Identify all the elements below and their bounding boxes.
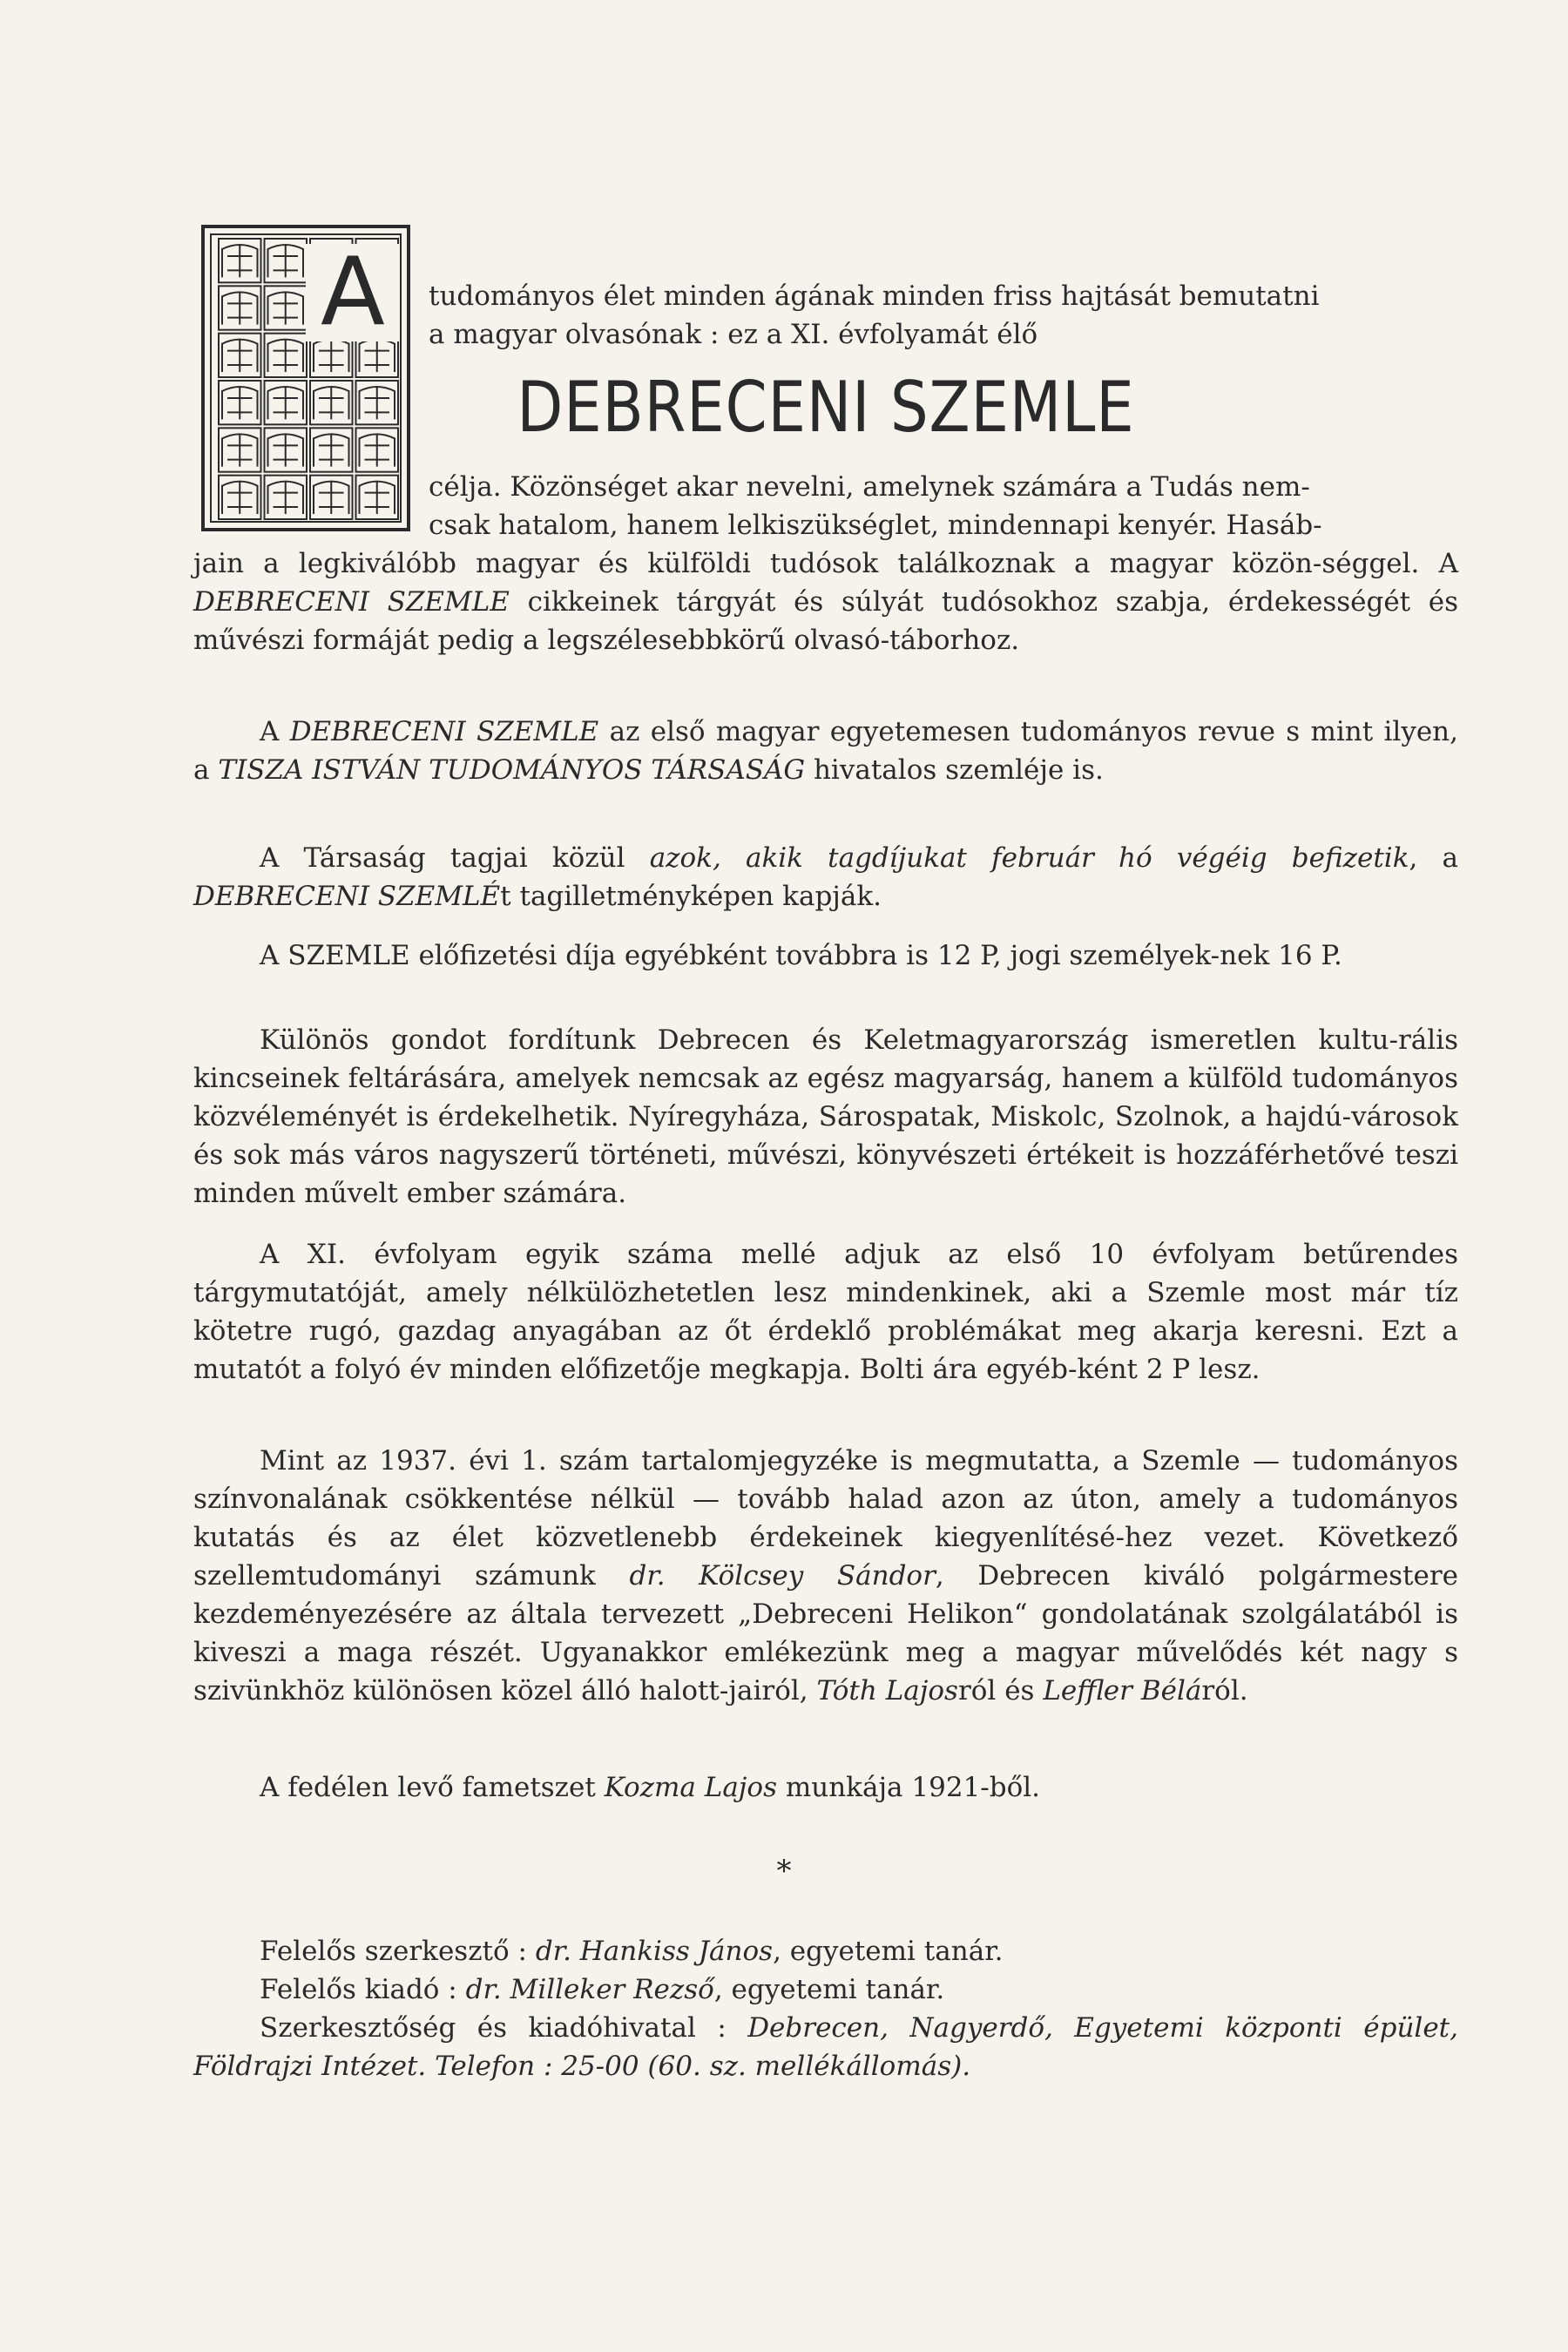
p7-emphasis-3: Leffler Bélá — [1043, 1675, 1202, 1707]
publisher-line — [193, 1970, 1458, 2009]
p1-text-a: jain a legkiválóbb magyar és külföldi tudósok találkoznak a magyar közön-séggel. A — [193, 548, 1458, 579]
p3-emphasis-2: DEBRECENI SZEMLÉ — [193, 881, 501, 912]
colophon — [193, 1932, 1458, 2085]
p7-text-a: Mint az 1937. évi 1. szám tartalomjegyzéke is megmutatta, a Szemle — tudományos színvonalának csökkentése nélkül — tovább halad azon az úton, amely a tudományos kutatás és az élet közvetlenebb érdekeinek kiegyenlítésé-hez vezet. Következő szellemtudományi számunk — [193, 1445, 1458, 1592]
publisher-name: dr. Milleker Rezső — [465, 1974, 714, 2005]
p7-text-d: ról. — [1201, 1675, 1248, 1707]
p7-text-b: , Debrecen kiváló polgármestere kezdeményezésére az általa tervezett „Debreceni Helikon“ gondolatának szolgálatából is kiveszi a maga részét. Ugyanakkor emlékezünk meg a magyar művelődés két nagy s szivünkhöz különösen közel álló halott-jairól, — [193, 1560, 1458, 1707]
p3-emphasis-1: azok, akik tagdíjukat február hó végéig befizetik — [649, 842, 1409, 874]
p2-text-c: hivatalos szemléje is. — [805, 754, 1104, 786]
p3-text-c: t tagilletményképen kapják. — [500, 881, 882, 912]
paragraph-6: A XI. évfolyam egyik száma mellé adjuk az első 10 évfolyam betűrendes tárgymutatóját, amely nélkülözhetetlen lesz mindenkinek, aki a Szemle most már tíz kötetre rugó, gazdag anyagában az őt érdeklő problémákat meg akarja keresni. Ezt a mutatót a folyó év minden előfizetője megkapja. Bolti ára egyéb-ként 2 P lesz. — [193, 1239, 1458, 1385]
paragraph-5: Különös gondot fordítunk Debrecen és Keletmagyarország ismeretlen kultu-rális kincseinek feltárására, amelyek nemcsak az egész magyarság, hanem a külföld tudományos közvéleményét is érdekelhetik. Nyíregyháza, Sárospatak, Miskolc, Szolnok, a hajdú-városok és sok más város nagyszerű történeti, művészi, könyvészeti értékeit is hozzáférhetővé teszi minden művelt ember számára. — [193, 1024, 1458, 1209]
paragraph-8 — [193, 1768, 1458, 1807]
p2-emphasis-1: DEBRECENI SZEMLE — [289, 716, 599, 747]
paragraph-7 — [193, 1442, 1458, 1710]
p1-emphasis: DEBRECENI SZEMLE — [193, 586, 510, 618]
publisher-label: Felelős kiadó : — [260, 1974, 466, 2005]
p3-text-a: A Társaság tagjai közül — [260, 842, 650, 874]
p2-text-a: A — [260, 716, 290, 747]
p1-line-1: célja. Közönséget akar nevelni, amelynek számára a Tudás nem- — [429, 471, 1310, 503]
journal-title: DEBRECENI SZEMLE — [517, 367, 1135, 448]
p3-text-b: , a — [1409, 842, 1458, 874]
p1-line-2: csak hatalom, hanem lelkiszükséglet, mindennapi kenyér. Hasáb- — [429, 510, 1322, 541]
paragraph-3 — [193, 839, 1458, 916]
p7-emphasis-1: dr. Kölcsey Sándor — [629, 1560, 936, 1592]
paragraph-4: A SZEMLE előfizetési díja egyébként továbbra is 12 P, jogi személyek-nek 16 P. — [260, 940, 1342, 971]
paragraph-2 — [193, 713, 1458, 789]
p8-text-b: munkája 1921-ből. — [777, 1772, 1041, 1803]
paragraph-1-continued — [193, 544, 1458, 659]
intro-line-2: a magyar olvasónak : ez a XI. évfolyamát élő — [429, 319, 1038, 350]
p1-text-b: cikkeinek tárgyát és súlyát tudósokhoz szabja, érdekességét és művészi formáját pedig a legszélesebbkörű olvasó-táborhoz. — [193, 586, 1459, 656]
editor-line — [193, 1932, 1458, 1970]
asterisk-separator: * — [776, 1854, 792, 1889]
office-line — [193, 2009, 1458, 2085]
p7-text-c: ról és — [957, 1675, 1044, 1707]
editor-role: , egyetemi tanár. — [773, 1936, 1004, 1967]
publisher-role: , egyetemi tanár. — [713, 1974, 945, 2005]
p2-emphasis-2: TISZA ISTVÁN TUDOMÁNYOS TÁRSASÁG — [218, 754, 806, 786]
p8-emphasis: Kozma Lajos — [604, 1772, 777, 1803]
p8-text-a: A fedélen levő fametszet — [260, 1772, 605, 1803]
p7-emphasis-2: Tóth Lajos — [816, 1675, 958, 1707]
office-label: Szerkesztőség és kiadóhivatal : — [260, 2012, 748, 2044]
office-address: Debrecen, Nagyerdő, Egyetemi központi épület, Földrajzi Intézet. Telefon : 25-00 (60. sz. mellékállomás). — [193, 2012, 1458, 2082]
p2-text-b: az első magyar egyetemesen tudományos revue s mint ilyen, a — [193, 716, 1458, 786]
drop-cap-letter: A — [321, 238, 385, 347]
intro-line-1: tudományos élet minden ágának minden friss hajtását bemutatni — [429, 280, 1320, 312]
editor-label: Felelős szerkesztő : — [260, 1936, 536, 1967]
drop-cap-box — [306, 238, 400, 347]
editor-name: dr. Hankiss János — [535, 1936, 774, 1967]
